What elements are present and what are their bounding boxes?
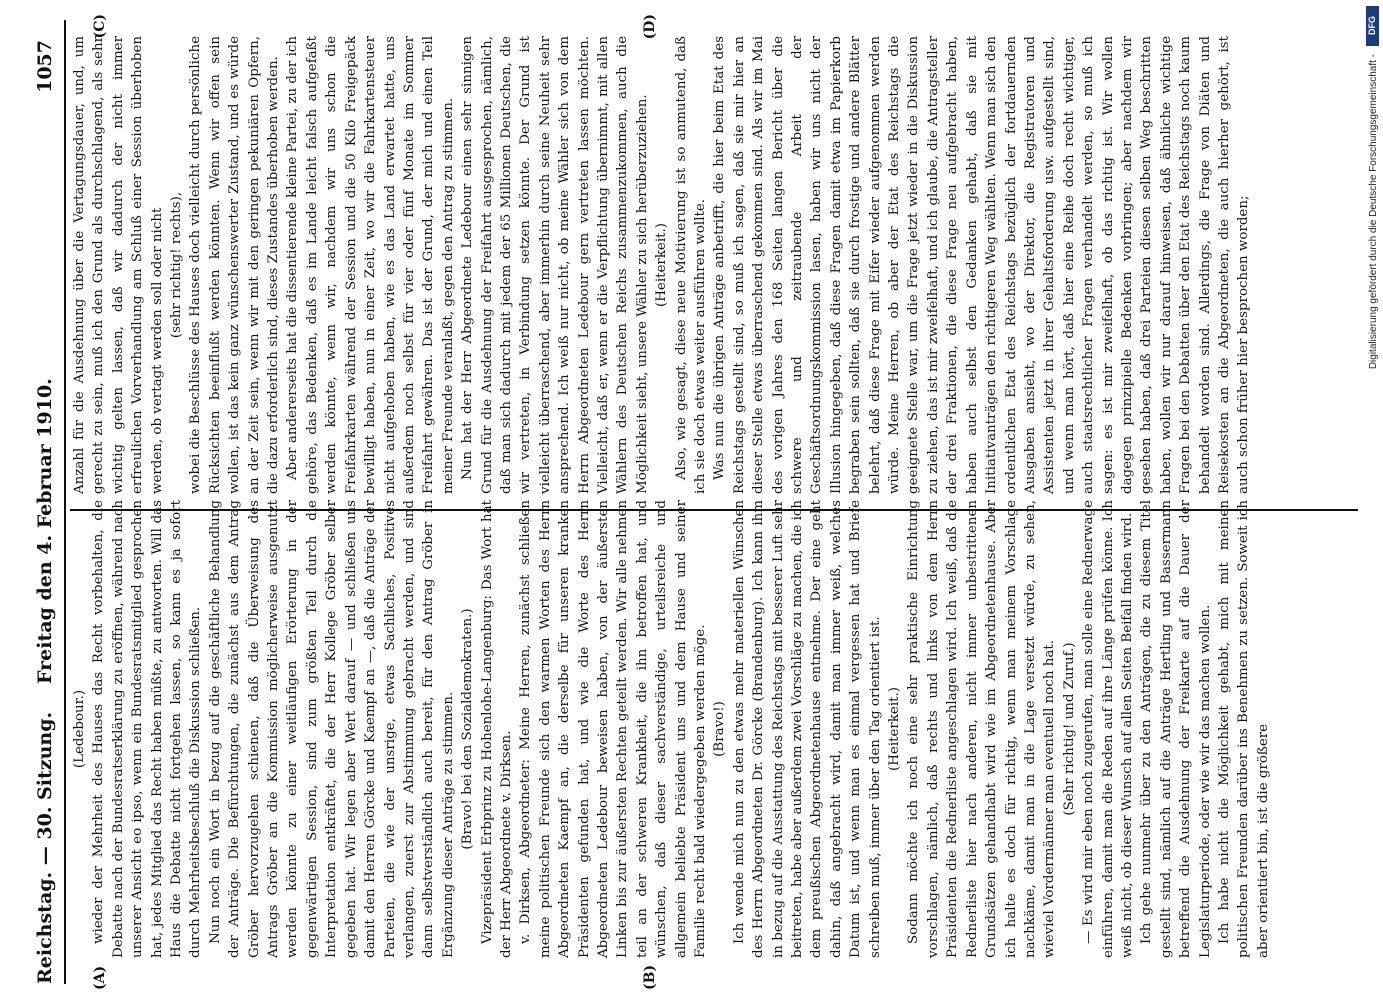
stage-direction: (Sehr richtig! und Zuruf.) [1061,642,1077,816]
paragraph: Aber andererseits hat die dissentierende kleine Partei, zu der ich gehöre, das Bedenken, daß es im Lande leicht falsch aufgefaßt werden könnte, wenn wir, nachdem wir uns schon die Freifahrkarten während der Session und die 50 Kilo Freigepäck bewilligt haben, nun in einer Zeit, wo wir die Fahrkartensteuer nicht aufgehoben haben, wie es das Land erwartet hatte, uns außerdem noch selbst für vier oder fünf Monate im Sommer Freifahrt gewähren. Das ist der Grund, der mich und einen Teil meiner Freunde veranlaßt, gegen den Antrag zu stimmen. [285,36,456,494]
paragraph: Vizepräsident Erbprinz zu Hohenlohe-Langenburg: Das Wort hat der Herr Abgeordnete v. Dirksen. [479,500,514,958]
right-column [70,10,1358,494]
paragraph: Was nun die übrigen Anträge anbetrifft, die hier beim Etat des Reichstags gestellt sind, so muß ich sagen, daß sie mir hier an dieser Stelle etwas überraschend gekommen sind. Als wir im Mai des vorigen Jahres den 168 Seiten langen Bericht über die schwere und zeitraubende Arbeit der Geschäftsordnungskommission lasen, haben wir uns nicht der Illusion hingegeben, daß diese Fragen damit etwa im Papierkorb begraben sein sollten, daß sie durch frostige und andere Blätter belehrt, daß diese Frage mit Eifer wieder aufgenommen werden würde. Meine Herren, ob aber der Etat des Reichstags die geeignete Stelle war, um die Frage jetzt wieder in die Diskussion zu ziehen, das ist mir zweifelhaft, und ich glaube, die Antragsteller der drei Fraktionen, die diese Frage neu aufgebracht haben, haben auch selbst den Gedanken gehabt, daß sie mit Initiativanträgen den richtigeren Weg wählten. Wenn man sich den ordentlichen Etat des Reichstags bezüglich der fortdauernden Ausgaben ansieht, wo der Direktor, die Registratoren und Assistenten jetzt in ihrer Gehaltsforderung usw. aufgestellt sind, und wenn man hört, daß hier eine Reihe doch recht wichtiger, auch staatsrechtlicher Fragen verhandelt werden, so muß ich sagen: es ist mir zweifelhaft, ob das richtig ist. Wir wollen dagegen prinzipielle Bedenken vorbringen; aber nachdem wir gesehen haben, daß drei Parteien diesen selben Weg beschritten haben, wollen wir nur darauf hinweisen, daß ähnliche wichtige Fragen bei den Debatten über den Etat des Reichstags noch kaum behandelt worden sind. Allerdings, die Frage von Diäten und Reisekosten an die Abgeordneten, die auch hierher gehört, ist auch schon früher hier besprochen worden; [712,36,1252,494]
paragraph: Nun noch ein Wort in bezug auf die geschäftliche Behandlung der Anträge. Die Befürchtungen, die zunächst aus dem Antrag Gröber hervorzugehen schienen, daß die Überweisung des Antrags Gröber an die Kommission möglicherweise ausgenutzt werden könnte zu einer weitläufigen Erörterung in der gegenwärtigen Session, sind zum größten Teil durch die Interpretation entkräftet, die der Herr Kollege Gröber selber gegeben hat. Wir legen aber Wert darauf — und schließen uns damit den Herren Görcke und Kaempf an —, daß die Anträge der Parteien, die wie der unsrige, etwas Sachliches, Positives verlangen, zuerst zur Abstimmung gebracht werden, und sind dann selbstverständlich auch bereit, für den Antrag Gröber in Ergänzung dieser Anträge zu stimmen. [207,500,456,958]
stage-direction: (Heiterkeit.) [654,223,670,307]
header-session: Reichstag. — 30. Sitzung. [34,711,56,984]
marker-a: (A) [92,965,108,990]
column-divider [70,509,1358,511]
stage-direction: (Bravo! bei den Sozialdemokraten.) [460,608,476,850]
dfg-logo: DFG [1366,6,1379,46]
header-date: Freitag den 4. Februar 1910. [34,378,56,684]
marker-c: (C) [92,14,108,39]
stage-direction: (Bravo!) [712,701,728,757]
paragraph: Sodann möchte ich noch eine sehr praktische Einrichtung vorschlagen, nämlich, daß rechts und links von dem Herrn Präsidenten die Rednerliste angeschlagen wird. Ich weiß, daß die Rednerliste hier nach anderen, nicht immer unbestrittenen Grundsätzen gehandhabt wird wie im Abgeordnetenhause. Aber ich halte es doch für richtig, wenn man meinem Vorschlage nachkäme, damit man in die Lage versetzt würde, zu sehen, wieviel Vordermänner man eventuell noch hat. [906,500,1058,958]
paragraph: v. Dirksen, Abgeordneter: Meine Herren, zunächst schließen meine politischen Freunde sich den warmen Worten des Herrn Abgeordneten Kaempf an, die derselbe für unseren kranken Präsidenten gefunden hat, und wie die Worte des Herrn Abgeordneten Ledebour beweisen haben, von der äußersten Linken bis zur äußersten Rechten geteilt werden. Wir alle nehmen teil an der schweren Krankheit, die ihn betroffen hat, und wünschen, daß dieser sachverständige, urteilsreiche und allgemein beliebte Präsident uns und dem Hause und seiner Familie recht bald wiedergegeben werden möge. [518,500,708,958]
page-header [30,20,66,984]
stage-direction: (Ledebour.) [72,689,87,769]
stage-direction: (sehr richtig! rechts), [169,191,185,339]
paragraph: Nun hat der Herr Abgeordnete Ledebour einen sehr sinnigen Grund für die Ausdehnung der Freifahrt ausgesprochen, nämlich, daß man sich dadurch mit jedem der 65 Millionen Deutschen, die wir vertreten, in Verbindung setzen könnte. Der Grund ist vielleicht überraschend, aber immerhin durch seine Neuheit sehr ansprechend. Ich weiß nur nicht, ob meine Wähler sich von dem Herrn Abgeordneten Ledebour gern vertreten lassen möchten. Vielleicht, daß er, wenn er die Verpflichtung übernimmt, mit allen Wählern des Deutschen Reichs zusammenzukommen, auch die Möglichkeit sieht, unsere Wähler zu sich herüberzuziehen. [460,36,650,494]
newspaper-page [22,12,1362,992]
paragraph: Also, wie gesagt, diese neue Motivierung ist so anmutend, daß ich sie doch etwas weiter ausführen wollte. [673,36,708,494]
digitization-credit: Digitalisierung gefördert durch die Deutsche Forschungsgemeinschaft - [1368,54,1379,370]
paragraph: — Es wird mir eben noch zugerufen, man solle eine Rednerwage einführen, damit man die Reden auf ihre Länge prüfen könne. Ich weiß nicht, ob dieser Wunsch auf allen Seiten Beifall finden wird. [1081,500,1135,958]
header-page-number: 1057 [34,40,56,93]
left-column [70,500,1358,984]
paragraph: wieder der Mehrheit des Hauses das Recht vorbehalten, die Debatte nach der Bundesratserklärung zu eröffnen, während nach unserer Ansicht eo ipso, wenn ein Bundesratsmitglied gesprochen hat, jedes Mitglied das Recht haben müßte, zu antworten. Will das Haus die Debatte nicht fortgehen lassen, so kann es ja sofort durch Mehrheitsbeschluß die Diskussion schließen. [91,500,204,958]
marker-b: (B) [642,964,658,990]
paragraph: Ich gehe nunmehr über zu den Anträgen, die zu diesem Titel gestellt sind, nämlich auf die Anträge Hertling und Bassermann betreffend die Ausdehnung der Freikarte auf die Dauer der Legislaturperiode, oder wie wir das machen wollen. [1139,500,1213,958]
marker-d: (D) [642,14,658,40]
paragraph: Ich habe nicht die Möglichkeit gehabt, mich mit meinen politischen Freunden darüber ins Benehmen zu setzen. Soweit ich aber orientiert bin, ist die größere [1216,500,1271,958]
paragraph: Ich wende mich nun zu den etwas mehr materiellen Wünschen des Herrn Abgeordneten Dr. Görcke (Brandenburg). Ich kann ihm in bezug auf die Ausstattung des Reichstags mit besserer Luft sehr beitreten, habe aber außerdem zwei Vorschläge zu machen, die ich dem preußischen Abgeordnetenhause entnehme. Der eine geht dahin, daß angebracht wird, damit man immer weiß, welches Datum ist, und wenn man es einmal vergessen hat und Briefe schreiben muß, immer über den Tag orientiert ist. [731,500,883,958]
paragraph: Anzahl für die Ausdehnung über die Vertagungsdauer, und, um gerecht zu sein, muß ich den Grund als durchschlagend, als sehr wichtig gelten lassen, daß wir dadurch der nicht immer erfreulichen Vorverhandlung am Schluß einer Session überhoben werden, ob vertagt werden soll oder nicht [72,36,165,494]
stage-direction: (Heiterkeit.) [887,687,903,771]
paragraph: wobei die Beschlüsse des Hauses doch vielleicht durch persönliche Rücksichten beeinflußt werden könnten. Wenn wir offen sein wollen, ist das kein ganz wünschenswerter Zustand, und es würde an der Zeit sein, wenn wir mit den geringen pekuniären Opfern, die dazu erforderlich sind, dieses Zustandes überhoben werden. [188,36,282,494]
